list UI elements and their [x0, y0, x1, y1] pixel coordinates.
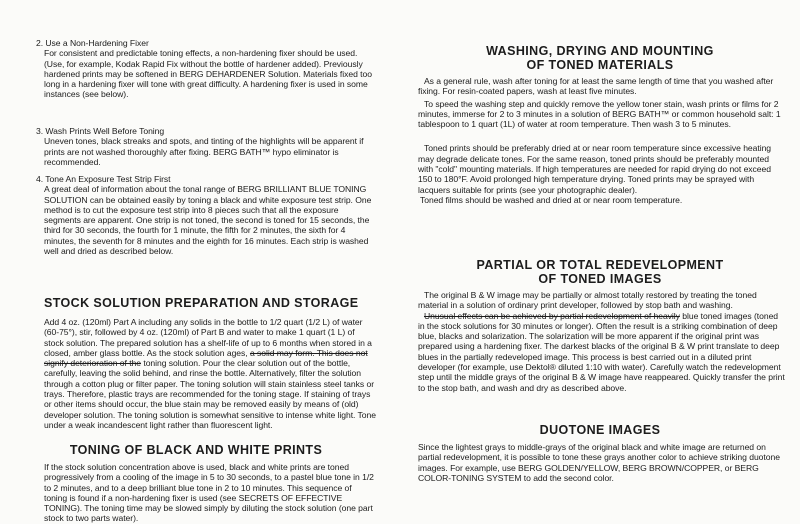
redevelopment-heading-line2: OF TONED IMAGES — [538, 272, 662, 286]
washing-p1: As a general rule, wash after toning for at least the same length of time that you washed after fixing. For resin-coated papers, wash at least five minutes. — [418, 76, 774, 97]
stock-text-c: The toning solution is somewhat sensitive to intense white light. Tone under a weak incandescent light rather than fluorescent light. — [44, 409, 376, 430]
washing-p2: To speed the washing step and quickly remove the yellow toner stain, wash prints or films for 2 minutes, immerse for 2 to 3 minutes in a solution of BERG BATH™ or common household salt: 1 tablespoon to 1 quart (1L) of water at room temperature. Then wash 3 to 5 minutes. — [418, 98, 781, 130]
toning-body: If the stock solution concentration above is used, black and white prints are toned progressively from a cooling of the image in 5 to 30 seconds, to a pastel blue tone in 1/2 to 2 minutes, and to a deep brilliant blue tone in 2 to 10 minutes. This sequence of toning is found if a non-hardening fixer is used (see SECRETS OF EFFECTIVE TONING). The toning time may be slowed simply by diluting the stock solution (one part stock to two parts water). — [44, 462, 374, 524]
item-fixer — [36, 38, 372, 100]
redevelopment-strike-text: Unusual effects can be achieved by partial redevelopment of heavily — [424, 310, 680, 321]
washing-p3: Toned prints should be preferably dried at or near room temperature since excessive heating may degrade delicate tones. For the same reason, toned prints should be preferably mounted with "cold" mounting materials. If high temperatures are needed for rapid drying do not exceed 150 to 180°F. Avoid prolonged high temperature drying. Toned prints may be sprayed with lacquers suitable for prints (see your photographic dealer). — [418, 143, 772, 195]
redevelopment-p2: blue toned images (toned in the stock solutions for 30 minutes or longer). Often the result is a striking combination of deep blue, blacks and solarization. The solarization will be more apparent if the original print was prepared using a hardening fixer. The darkest blacks of the original B & W print translate to deep blues in the partially redeveloped image. This process is best carried out in a diluted print developer (for example, use Dektol® diluted 1:10 with water). Carefully watch the redevelopment step until the middle grays of the original B & W image have reappeared. Quickly transfer the print to the stop bath, and wash and dry as described above. — [418, 310, 785, 393]
washing-p4: Toned films should be washed and dried at or near room temperature. — [420, 194, 683, 205]
washing-body — [418, 76, 786, 205]
item-heading: 4. Tone An Exposure Test Strip First — [36, 174, 171, 184]
item-body: A great deal of information about the tonal range of BERG BRILLIANT BLUE TONING SOLUTION can be obtained easily by toning a black and white exposure test strip. One method is to cut the exposure test strip into 8 pieces such that all the exposure segments are apparent. One strip is not toned, the second is toned for 15 seconds, the third for 30 seconds, the fourth for 1 minute, the fifth for 2 minutes, the sixth for 4 minutes, the seventh for 8 minutes and the eighth for 16 minutes. Each strip is washed well and dried as described below. — [44, 184, 372, 257]
item-test-strip — [36, 174, 372, 256]
redevelopment-p1: The original B & W image may be partially or almost totally restored by treating the toned material in a solution of ordinary print developer, followed by stop bath and washing. — [418, 290, 757, 311]
stock-text-b: toning solution. Pour the clear solution out of the bottle, carefully, leaving the solid behind, and rinse the bottle. Alternatively, filter the solution through a cotton plug or filter paper. The toning solution will stain stainless steel tanks or trays. Therefore, plastic trays are recommended for the toning stage. If staining of trays or other items should occur, the blue stain may be removed easily by means of (old) developer solution. — [44, 358, 375, 420]
duotone-heading: DUOTONE IMAGES — [539, 423, 661, 437]
item-body: For consistent and predictable toning effects, a non-hardening fixer should be used. (Use, for example, Kodak Rapid Fix without the bottle of hardener added). Previously hardened prints may be softened in BERG DEHARDENER Solution. Materials fixed too long in a hardening fixer will tone with great difficulty. A hardening fixer is used in some instances (see below). — [44, 48, 372, 100]
duotone-body: Since the lightest grays to middle-grays of the original black and white image are returned on partial redevelopment, it is possible to tone these grays another color to achieve striking duotone images. For example, use BERG GOLDEN/YELLOW, BERG BROWN/COPPER, or BERG COLOR-TONING SYSTEM to add the second color. — [418, 442, 780, 483]
item-heading: 2. Use a Non-Hardening Fixer — [36, 38, 149, 48]
washing-heading-line1: WASHING, DRYING AND MOUNTING — [486, 44, 714, 58]
redevelopment-body — [418, 290, 786, 393]
stock-text-a: Add 4 oz. (120ml) Part A including any solids in the bottle to 1/2 quart (1/2 L) of water (60-75°), stir, followed by 4 oz. (120ml) of Part B and water to make 1 quart (1 L) of stock solution. The prepared solution has a shelf-life of up to 6 months when stored in a closed, amber glass bottle. As the stock solution ages, — [44, 317, 372, 358]
stock-strike-text: a solid may form. This does not signify deterioration of the — [44, 347, 368, 369]
washing-heading — [410, 44, 790, 72]
item-body: Uneven tones, black streaks and spots, and tinting of the highlights will be apparent if prints are not washed thoroughly after fixing. BERG BATH™ hypo eliminator is recommended. — [44, 136, 364, 167]
redevelopment-heading-line1: PARTIAL OR TOTAL REDEVELOPMENT — [476, 258, 724, 272]
stock-heading: STOCK SOLUTION PREPARATION AND STORAGE — [44, 296, 359, 310]
redevelopment-heading — [410, 258, 790, 286]
stock-body — [44, 317, 376, 430]
washing-heading-line2: OF TONED MATERIALS — [526, 58, 674, 72]
item-wash — [36, 126, 372, 167]
item-heading: 3. Wash Prints Well Before Toning — [36, 126, 165, 136]
toning-heading: TONING OF BLACK AND WHITE PRINTS — [69, 443, 323, 457]
